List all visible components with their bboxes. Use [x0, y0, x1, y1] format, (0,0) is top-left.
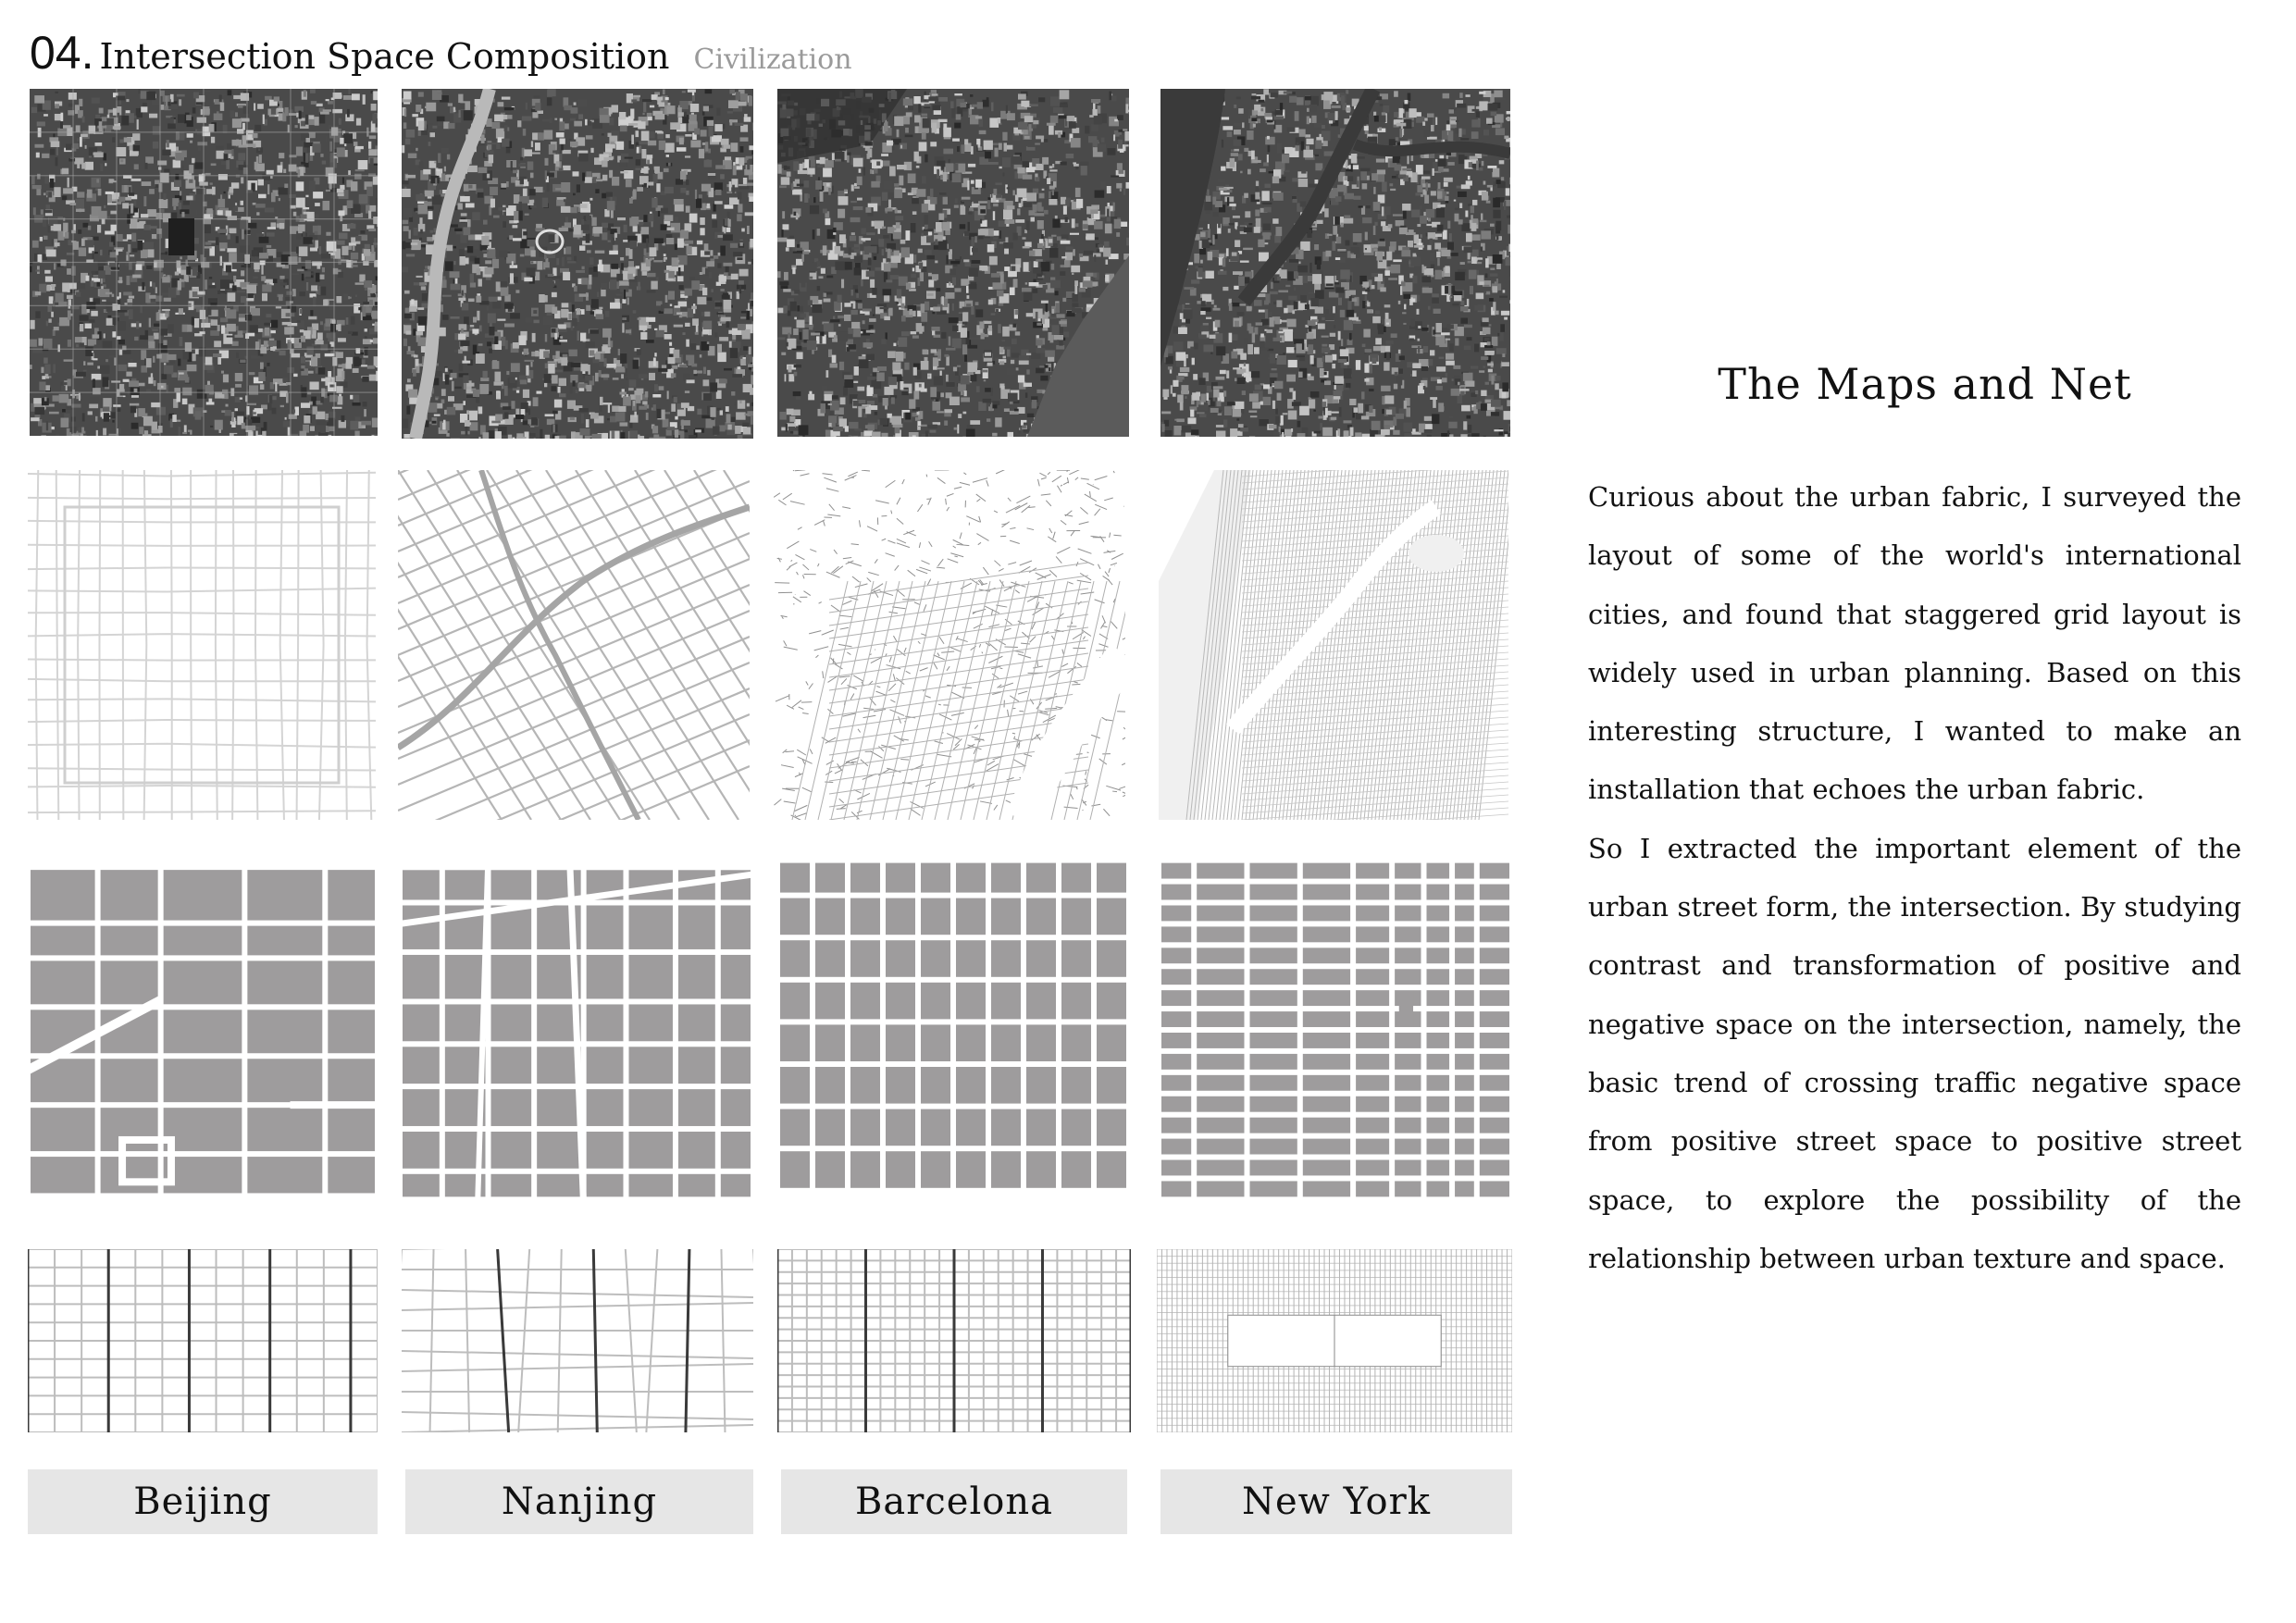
net-diagram-nanjing [402, 1249, 753, 1432]
satellite-map-new-york [1160, 89, 1510, 437]
city-label-nanjing: Nanjing [405, 1469, 753, 1534]
side-title: The Maps and Net [1718, 359, 2132, 409]
net-diagram-new-york [1157, 1249, 1512, 1432]
section-title: Intersection Space Composition [99, 36, 670, 77]
road-map-nanjing [398, 470, 750, 820]
city-label-beijing: Beijing [28, 1469, 378, 1534]
figure-ground-barcelona [777, 853, 1129, 1205]
city-label-new-york: New York [1160, 1469, 1512, 1534]
section-subtitle: Civilization [693, 43, 852, 76]
figure-ground-nanjing [400, 853, 753, 1207]
net-diagram-barcelona [777, 1249, 1131, 1432]
road-map-beijing [28, 470, 376, 820]
net-diagram-beijing [28, 1249, 378, 1432]
side-body [1588, 468, 2241, 1288]
road-map-barcelona [774, 470, 1125, 820]
road-map-new-york [1159, 470, 1508, 820]
city-label-barcelona: Barcelona [781, 1469, 1127, 1534]
satellite-map-nanjing [402, 89, 753, 439]
figure-ground-new-york [1159, 853, 1512, 1207]
page-header [30, 26, 852, 80]
satellite-map-beijing [30, 89, 378, 436]
figure-ground-beijing [28, 853, 378, 1203]
section-number: 04. [30, 27, 94, 79]
satellite-map-barcelona [777, 89, 1129, 437]
side-paragraph: Curious about the urban fabric, I surveyed the layout of some of the world's international cities, and found that staggered grid layout is widely used in urban planning. Based on this interesting structure, I wanted to make an installation that echoes the urban fabric. [1588, 481, 2241, 806]
side-paragraph: So I extracted the important element of the urban street form, the intersection. By studying contrast and transformation of positive and negative space on the intersection, namely, the basic trend of crossing traffic negative space from positive street space to positive street space, to explore the possibility of the relationship between urban texture and space. [1588, 832, 2241, 1274]
